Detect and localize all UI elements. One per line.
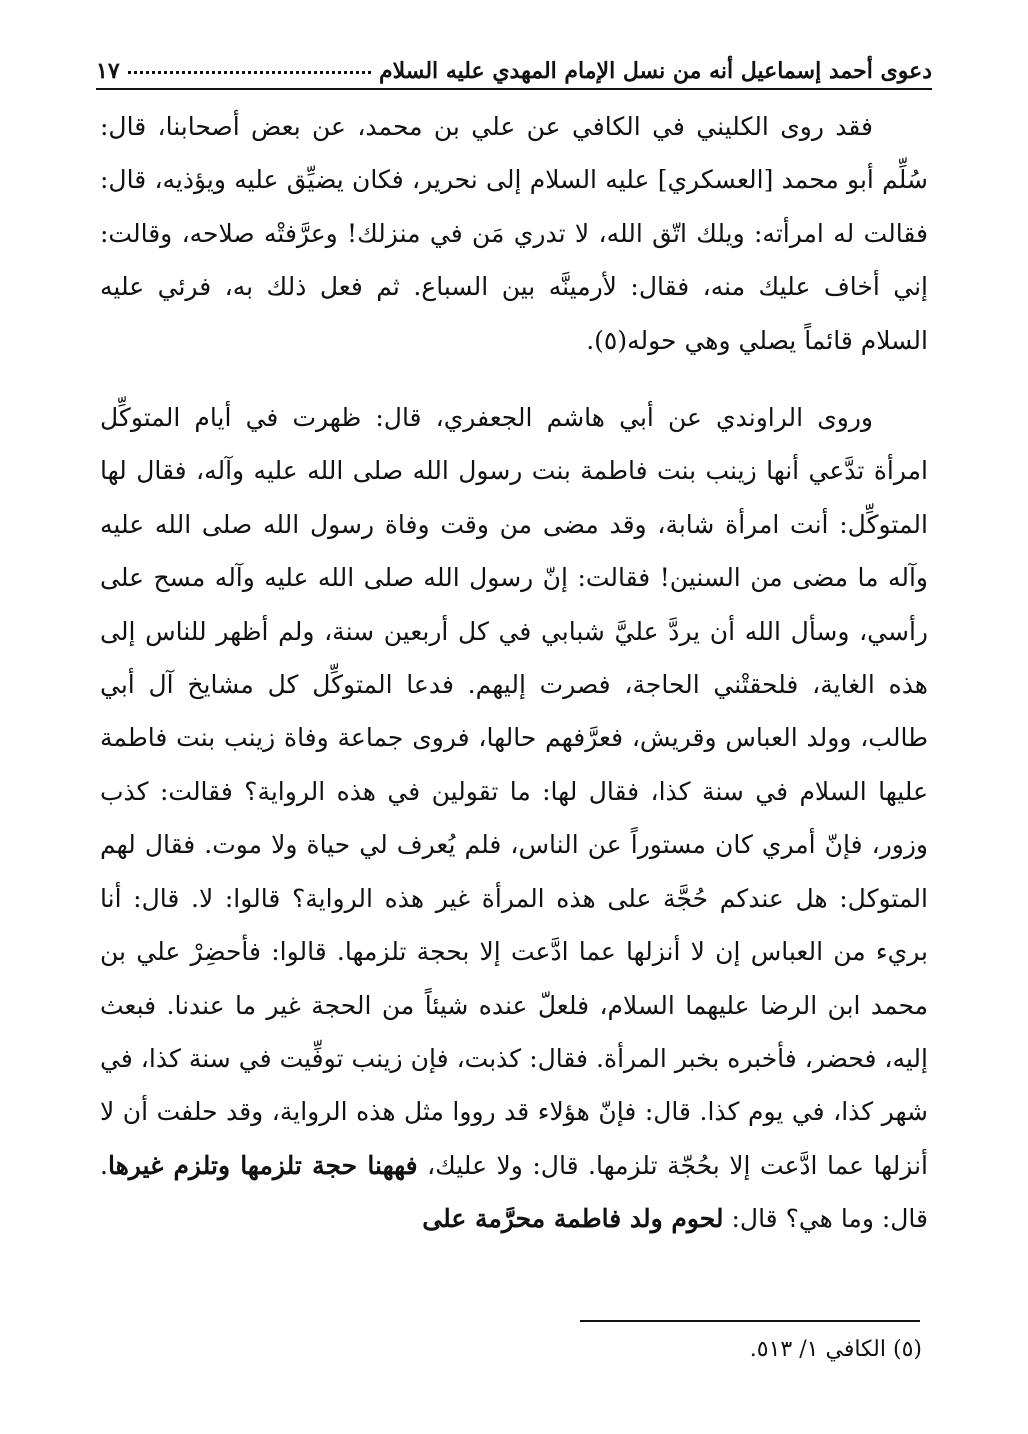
paragraph-1 [100, 100, 928, 367]
page-number: ١٧ [96, 58, 120, 84]
header-rule [96, 88, 932, 90]
paragraph-2-mid: . قال: وما هي؟ قال: [100, 1150, 928, 1234]
paragraph-1-text: فقد روى الكليني في الكافي عن علي بن محمد، عن بعض أصحابنا، قال: سُلِّم أبو محمد [العسكري] عليه السلام إلى نحرير، فكان يضيِّق عليه ويؤذيه، قال: فقالت له امرأته: ويلك اتّق الله، لا تدري مَن في منزلك! وعرَّفتْه صلاحه، وقالت: إني أخاف عليك منه، فقال: لأرمينَّه بين السباع. ثم فعل ذلك به، فرئي عليه السلام قائماً يصلي وهي حوله(٥). [100, 112, 928, 355]
paragraph-2-text: وروى الراوندي عن أبي هاشم الجعفري، قال: ظهرت في أيام المتوكِّل امرأة تدَّعي أنها زينب بنت فاطمة بنت رسول الله صلى الله عليه وآله، فقال لها المتوكِّل: أنت امرأة شابة، وقد مضى من وقت وفاة رسول الله صلى الله عليه وآله ما مضى من السنين! فقالت: إنّ رسول الله صلى الله عليه وآله مسح على رأسي، وسأل الله أن يردَّ عليَّ شبابي في كل أربعين سنة، ولم أظهر للناس إلى هذه الغاية، فلحقتْني الحاجة، فصرت إليهم. فدعا المتوكِّل كل مشايخ آل أبي طالب، وولد العباس وقريش، فعرَّفهم حالها، فروى جماعة وفاة زينب بنت فاطمة عليها السلام في سنة كذا، فقال لها: ما تقولين في هذه الرواية؟ فقالت: كذب وزور، فإنّ أمري كان مستوراً عن الناس، فلم يُعرف لي حياة ولا موت. فقال لهم المتوكل: هل عندكم حُجَّة على هذه المرأة غير هذه الرواية؟ قالوا: لا. قال: أنا بريء من العباس إن لا أنزلها عما ادَّعت إلا بحجة تلزمها. قالوا: فأحضِرْ علي بن محمد ابن الرضا عليهما السلام، فلعلّ عنده شيئاً من الحجة غير ما عندنا. فبعث إليه، فحضر، فأخبره بخبر المرأة. فقال: كذبت، فإن زينب توفِّيت في سنة كذا، في شهر كذا، في يوم كذا. قال: فإنّ هؤلاء قد رووا مثل هذه الرواية، وقد حلفت أن لا أنزلها عما ادَّعت إلا بحُجّة تلزمها. قال: ولا عليك، [100, 403, 928, 1180]
paragraph-2 [100, 391, 928, 1246]
footnote: (٥) الكافي ١/ ٥١٣. [749, 1337, 922, 1362]
paragraph-2-bold-a: فههنا حجة تلزمها وتلزم غيرها [107, 1150, 418, 1180]
footnote-rule [580, 1320, 920, 1322]
header-dot-leader [128, 71, 371, 74]
header-title: دعوى أحمد إسماعيل أنه من نسل الإمام المهدي عليه السلام [378, 58, 932, 84]
paragraph-2-bold-b: لحوم ولد فاطمة محرَّمة على [422, 1204, 724, 1234]
main-text [100, 100, 928, 1246]
running-header [96, 40, 932, 84]
